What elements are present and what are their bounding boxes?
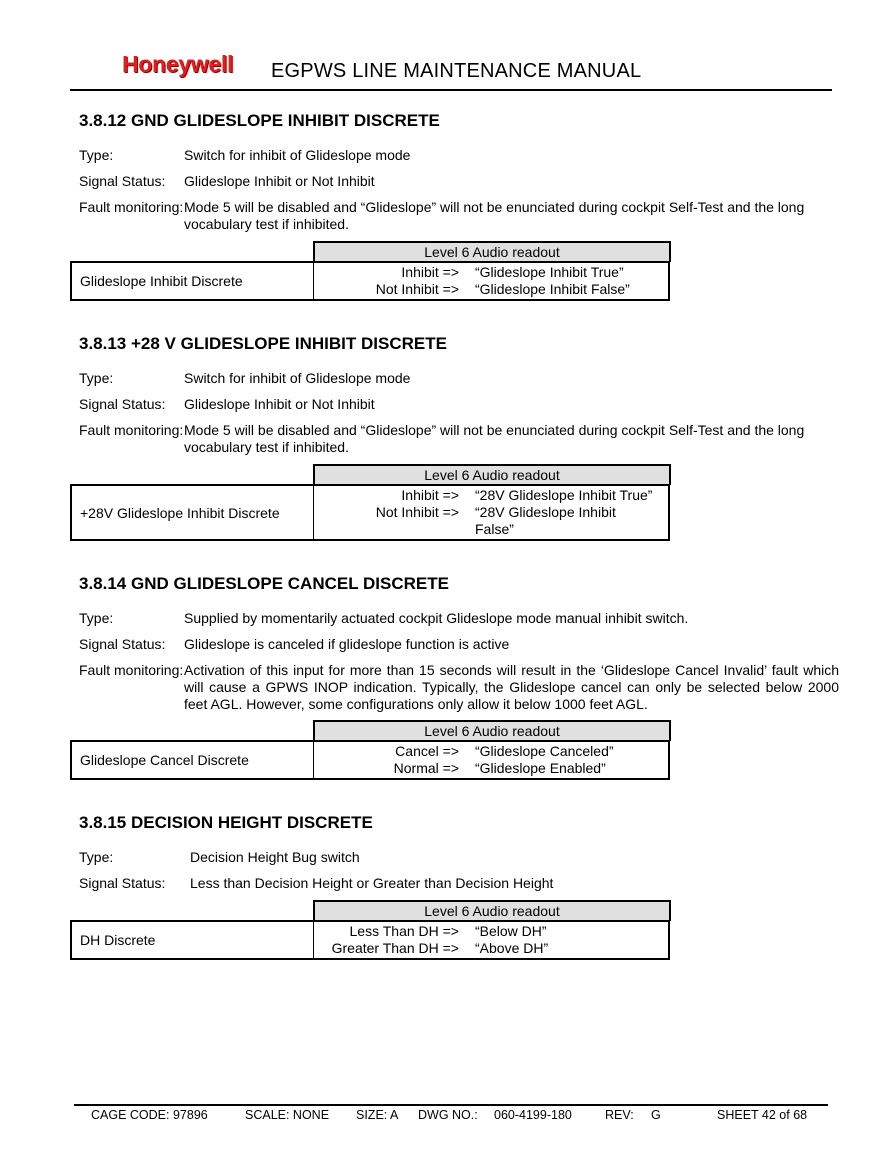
section-heading: 3.8.12 GND GLIDESLOPE INHIBIT DISCRETE [79, 111, 440, 130]
type-field [79, 849, 839, 866]
readout-line [315, 487, 668, 504]
type-label: Type: [79, 370, 114, 386]
section-heading: 3.8.13 +28 V GLIDESLOPE INHIBIT DISCRETE [79, 334, 447, 353]
document-title: EGPWS LINE MAINTENANCE MANUAL [271, 60, 642, 82]
audio-readout-table [70, 464, 670, 541]
type-value: Switch for inhibit of Glideslope mode [184, 147, 411, 163]
readout-condition: Greater Than DH => [331, 940, 459, 956]
signal-status-field [79, 396, 839, 413]
fault-monitoring-field [79, 199, 839, 233]
cage-code: CAGE CODE: 97896 [91, 1108, 208, 1122]
rev-label: REV: [605, 1108, 634, 1122]
readout-condition: Normal => [393, 760, 459, 776]
table-header: Level 6 Audio readout [313, 720, 671, 741]
fault-monitoring-value: Mode 5 will be disabled and “Glideslope” will not be enunciated during cockpit Self-Test and the long vocabulary test if inhibited. [184, 422, 805, 455]
readout-line [315, 281, 668, 298]
type-value: Switch for inhibit of Glideslope mode [184, 370, 411, 386]
type-value: Supplied by momentarily actuated cockpit Glideslope mode manual inhibit switch. [184, 610, 689, 626]
discrete-name: DH Discrete [72, 922, 314, 958]
discrete-name: Glideslope Cancel Discrete [72, 742, 314, 778]
fault-monitoring-label: Fault monitoring: [79, 662, 184, 678]
table-header: Level 6 Audio readout [313, 464, 671, 485]
table-header: Level 6 Audio readout [313, 241, 671, 262]
readout-audio: “Glideslope Inhibit True” [475, 264, 624, 280]
signal-status-label: Signal Status: [79, 396, 166, 412]
honeywell-logo: Honeywell [122, 51, 234, 77]
rev-value: G [651, 1108, 661, 1122]
signal-status-field [79, 173, 839, 190]
readout-line [315, 923, 668, 940]
signal-status-label: Signal Status: [79, 636, 166, 652]
signal-status-label: Signal Status: [79, 173, 166, 189]
fault-monitoring-label: Fault monitoring: [79, 199, 184, 215]
type-field [79, 370, 839, 387]
fault-monitoring-value: Mode 5 will be disabled and “Glideslope” will not be enunciated during cockpit Self-Test and the long vocabulary test if inhibited. [184, 199, 805, 232]
signal-status-value: Less than Decision Height or Greater than Decision Height [190, 875, 554, 891]
readout-condition: Less Than DH => [349, 923, 459, 939]
table-row [70, 920, 670, 960]
fault-monitoring-field [79, 662, 839, 713]
readout-line [315, 743, 668, 760]
table-row [70, 740, 670, 780]
readout-line [315, 940, 668, 957]
type-label: Type: [79, 849, 114, 865]
readout-audio: “Glideslope Canceled” [475, 743, 614, 759]
section-3-8-15 [79, 813, 839, 892]
section-3-8-12 [79, 111, 839, 233]
section-heading: 3.8.15 DECISION HEIGHT DISCRETE [79, 813, 373, 832]
readout-audio: “Below DH” [475, 923, 547, 939]
scale: SCALE: NONE [245, 1108, 330, 1122]
readout-condition: Inhibit => [401, 264, 459, 280]
type-field [79, 147, 839, 164]
fault-monitoring-value: Activation of this input for more than 15 seconds will result in the ‘Glideslope Cancel Invalid’ fault which will cause a GPWS INOP indication. Typically, the Glideslope cancel can only be selected below 2000 feet AGL. However, some configurations only allow it below 1000 feet AGL. [184, 662, 839, 712]
readout-audio: “28V Glideslope Inhibit False” [475, 504, 616, 537]
readout-line [315, 760, 668, 777]
readout-condition: Not Inhibit => [375, 504, 459, 520]
section-heading: 3.8.14 GND GLIDESLOPE CANCEL DISCRETE [79, 574, 449, 593]
signal-status-value: Glideslope is canceled if glideslope function is active [184, 636, 510, 652]
table-header: Level 6 Audio readout [313, 900, 671, 921]
footer-rule [74, 1104, 828, 1106]
size: SIZE: A [356, 1108, 399, 1122]
readout-condition: Inhibit => [401, 487, 459, 503]
readout-line [315, 264, 668, 281]
discrete-name: Glideslope Inhibit Discrete [72, 263, 314, 299]
type-value: Decision Height Bug switch [190, 849, 360, 865]
audio-readout-table [70, 720, 670, 780]
signal-status-field [79, 875, 839, 892]
audio-readout-table [70, 241, 670, 301]
type-label: Type: [79, 147, 114, 163]
signal-status-value: Glideslope Inhibit or Not Inhibit [184, 173, 375, 189]
readout-audio: “Glideslope Enabled” [475, 760, 606, 776]
fault-monitoring-field [79, 422, 839, 456]
readout-audio: “28V Glideslope Inhibit True” [475, 487, 653, 503]
audio-readout-table [70, 900, 670, 960]
table-row [70, 484, 670, 541]
signal-status-label: Signal Status: [79, 875, 166, 891]
readout-condition: Not Inhibit => [375, 281, 459, 297]
fault-monitoring-label: Fault monitoring: [79, 422, 184, 438]
table-row [70, 261, 670, 301]
readout-audio: “Glideslope Inhibit False” [475, 281, 630, 297]
header-rule [70, 89, 832, 91]
signal-status-field [79, 636, 839, 653]
signal-status-value: Glideslope Inhibit or Not Inhibit [184, 396, 375, 412]
readout-condition: Cancel => [395, 743, 459, 759]
section-3-8-14 [79, 574, 839, 713]
sheet-number: SHEET 42 of 68 [717, 1108, 808, 1122]
readout-line [315, 504, 668, 538]
type-label: Type: [79, 610, 114, 626]
discrete-name: +28V Glideslope Inhibit Discrete [72, 486, 314, 539]
readout-audio: “Above DH” [475, 940, 549, 956]
section-3-8-13 [79, 334, 839, 456]
dwg-label: DWG NO.: [418, 1108, 478, 1122]
type-field [79, 610, 839, 627]
dwg-number: 060-4199-180 [494, 1108, 572, 1122]
